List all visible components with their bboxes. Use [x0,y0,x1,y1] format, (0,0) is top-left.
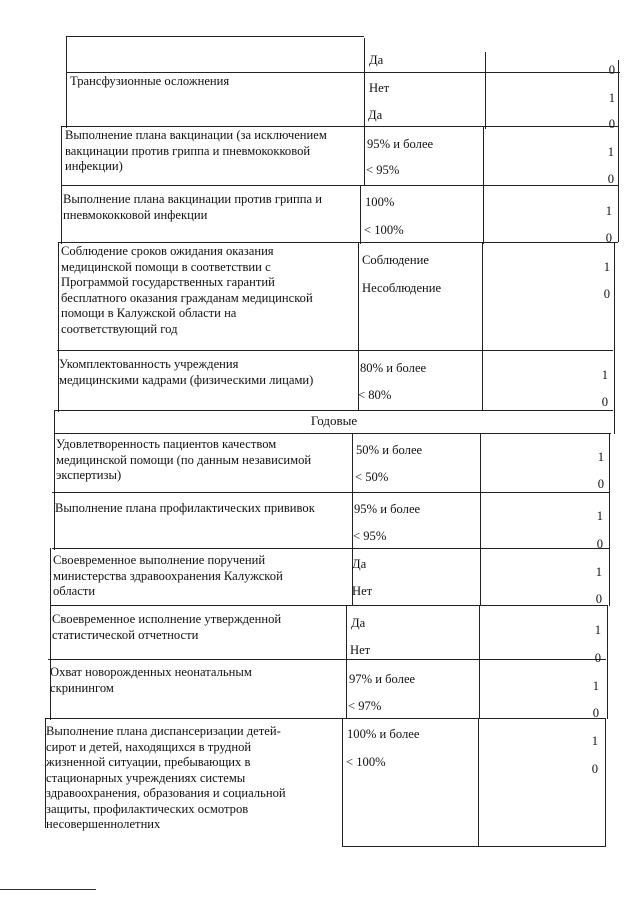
table-rule [55,433,611,434]
criterion-text: Своевременное выполнение поручений министерства здравоохранения Калужской области [53,553,283,598]
option-score: 1 [595,565,602,579]
option-score: 1 [596,509,603,523]
option-label: Да [368,108,383,122]
table-rule [352,433,353,606]
table-rule [66,36,67,128]
table-rule [48,659,606,660]
option-score: 0 [594,651,601,665]
option-label: 95% и более [367,137,434,151]
option-score: 0 [597,477,604,491]
option-label: Соблюдение [362,253,429,267]
table-rule [482,242,483,411]
option-label: Нет [369,81,390,95]
option-label: < 95% [353,529,387,543]
criterion-text: Укомплектованность учреждения медицинскими кадрами (физическими лицами) [59,357,314,387]
criterion-text: Своевременное исполнение утвержденной статистической отчетности [52,612,282,642]
criterion-text: Выполнение плана профилактических прививок [55,501,315,515]
option-label: < 100% [364,223,404,237]
table-rule [54,410,55,550]
option-score: 1 [594,623,601,637]
table-rule [609,433,610,606]
option-label: Несоблюдение [362,281,442,295]
table-rule [360,185,361,244]
option-label: Да [369,53,384,67]
option-score: 0 [607,172,614,186]
option-label: < 100% [346,755,386,769]
option-score: 1 [605,204,612,218]
table-rule [364,38,365,186]
option-label: < 80% [358,388,392,402]
option-score: 1 [607,145,614,159]
option-label: 100% [365,195,395,209]
table-rule [607,605,608,719]
table-rule [57,350,613,351]
table-rule [46,718,605,719]
table-rule [480,433,481,606]
table-rule [618,60,619,242]
option-score: 1 [608,91,615,105]
option-label: Нет [350,643,371,657]
table-rule [62,126,618,127]
option-label: < 50% [355,470,389,484]
option-label: 95% и более [354,502,421,516]
criterion-text: Трансфузионные осложнения [70,74,230,88]
option-score: 1 [603,260,610,274]
option-score: 1 [597,450,604,464]
option-label: 100% и более [347,727,420,741]
option-score: 1 [592,679,599,693]
criterion-text: Выполнение плана вакцинации против гриппа и пневмококковой инфекции [63,192,322,222]
option-label: < 95% [366,163,400,177]
option-label: 50% и более [356,443,423,457]
option-score: 0 [603,287,610,301]
option-score: 0 [591,762,598,776]
option-label: 97% и более [349,672,416,686]
criterion-text: Выполнение плана диспансеризации детей- сирот и детей, находящихся в трудной жизненной ситуации, пребывающих в стационарных учреждениях системы здравоохранения, образования и социальной защиты, профилактических осмотров несовершеннолетних [46,724,286,831]
table-rule [358,242,359,411]
table-rule [61,185,618,186]
option-label: Нет [352,584,373,598]
section-title: Годовые [310,413,358,428]
option-score: 0 [592,706,599,720]
table-rule [479,605,480,719]
option-label: Да [351,616,366,630]
criterion-text: Соблюдение сроков ожидания оказания медицинской помощи в соответствии с Программой государственных гарантий бесплатного оказания гражданам медицинской помощи в Калужской области на соответствующий год [61,244,313,336]
table-rule [52,492,609,493]
option-label: Да [352,557,367,571]
table-rule [61,126,62,244]
table-rule [342,846,606,847]
table-rule [485,52,486,129]
footnote-separator [0,889,96,890]
table-rule [52,548,609,549]
criterion-text: Охват новорожденных неонатальным скринингом [50,665,252,695]
option-score: 0 [605,231,612,245]
option-score: 0 [596,537,603,551]
option-score: 0 [608,117,615,131]
table-rule [605,718,606,846]
table-rule [67,36,364,37]
table-rule [342,718,343,846]
table-rule [66,72,620,73]
table-rule [346,605,347,719]
option-score: 0 [608,63,615,77]
criterion-text: Удовлетворенность пациентов качеством медицинской помощи (по данным независимой экспертизы) [56,437,312,482]
option-score: 0 [595,592,602,606]
table-rule [483,126,484,244]
table-rule [50,605,608,606]
table-rule [614,242,615,434]
table-rule [478,718,479,846]
table-rule [59,242,618,243]
criterion-text: Выполнение плана вакцинации (за исключением вакцинации против гриппа и пневмококковой инфекции) [65,128,327,173]
option-score: 0 [601,395,608,409]
option-label: 80% и более [360,361,427,375]
option-label: < 97% [348,699,382,713]
option-score: 1 [591,734,598,748]
table-rule [55,410,613,411]
option-score: 1 [601,368,608,382]
